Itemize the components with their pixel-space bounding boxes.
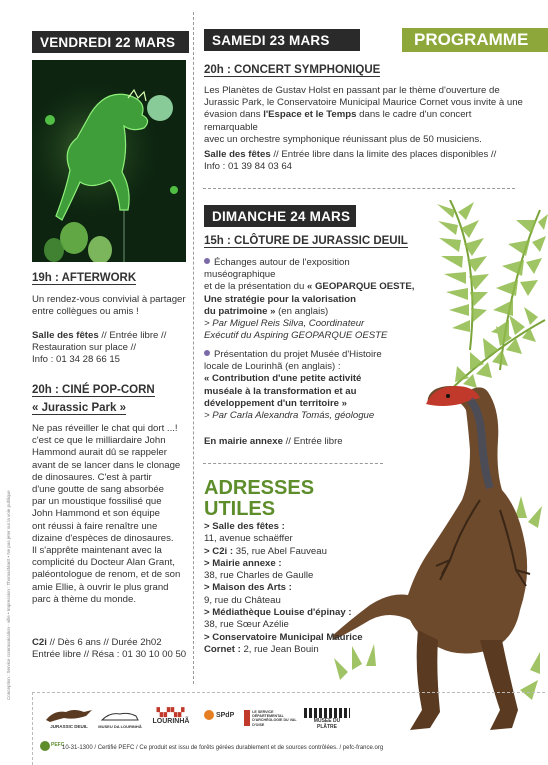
bullet-icon [204, 350, 210, 356]
pefc-icon [40, 741, 50, 751]
sunday-day-header: DIMANCHE 24 MARS [204, 205, 356, 227]
addresses-list [204, 521, 379, 656]
concert-info: Salle des fêtes // Entrée libre dans la limite des places disponibles // Info : 01 39 84 03 64 [204, 149, 497, 173]
geoparque-talk: Échanges autour de l'exposition muséographique et de la présentation du « GEOPARQUE OESTE, Une stratégie pour la valorisation du patrimoine » (en anglais) > Par Miguel Reis Silva, Coordinateur Exécutif du Aspiring GEOPARQUE OESTE [204, 257, 415, 342]
address-item: > Mairie annexe : [204, 557, 282, 569]
cloture-title: 15h : CLÔTURE DE JURASSIC DEUIL [204, 235, 408, 247]
address-item: > Médiathèque Louise d'épinay : [204, 607, 352, 619]
address-item: > Conservatoire Municipal Maurice [204, 631, 363, 643]
address-item: > C2i : 35, rue Abel Fauveau [204, 545, 327, 557]
jurassic-deuil-logo: JURASSIC DEUIL [44, 706, 94, 729]
address-item: > Salle des fêtes : [204, 521, 285, 532]
pefc-label: PEFC [51, 742, 65, 748]
programme-banner: PROGRAMME [402, 28, 548, 52]
lourinha-logo: ▚▞▚▞ LOURINHÃ [152, 708, 190, 725]
concert-title: 20h : CONCERT SYMPHONIQUE [204, 64, 381, 76]
afterwork-title: 19h : AFTERWORK [32, 272, 137, 284]
cine-title: 20h : CINÉ POP-CORN [32, 384, 155, 396]
afterwork-description: Un rendez-vous convivial à partager entre collègues ou amis ! [32, 294, 186, 318]
cine-film-title: « Jurassic Park » [32, 402, 126, 414]
friday-day-header: VENDREDI 22 MARS [32, 31, 189, 53]
archeologie-val-doise-logo: LE SERVICE DÉPARTEMENTAL D'ARCHÉOLOGIE DU VAL D'OISE [244, 710, 300, 727]
afterwork-info: Salle des fêtes // Entrée libre // Restauration sur place // Info : 01 34 28 66 15 [32, 330, 167, 366]
address-line: 38, rue Sœur Azélie [204, 619, 289, 631]
saturday-divider [203, 188, 515, 189]
address-line: 9, rue du Château [204, 594, 281, 606]
address-line: 11, avenue schaëffer [204, 533, 293, 545]
sunday-venue: En mairie annexe // Entrée libre [204, 436, 343, 447]
dinosaur-illustration [330, 200, 548, 760]
concert-description: Les Planètes de Gustav Holst en passant par le thème d'ouverture de Jurassic Park, le Conservatoire Municipal Maurice Cornet vous invite à une évasion dans l'Espace et le Temps dans le cadre d'un concert remarquable avec un orchestre symphonique réunissant plus de 50 musiciens. [204, 85, 523, 145]
museu-lourinha-logo: MUSEU DA LOURINHÃ [98, 708, 142, 729]
bullet-icon [204, 258, 210, 264]
balloon-dinosaur-photo [32, 60, 186, 262]
address-item: > Maison des Arts : [204, 582, 292, 594]
cine-info: C2i // Dès 6 ans // Durée 2h02 Entrée libre // Résa : 01 30 10 00 50 [32, 637, 187, 661]
musee-du-platre-logo: MUSÉE DU PLÂTRE [304, 708, 350, 730]
saturday-day-header: SAMEDI 23 MARS [204, 29, 360, 51]
address-line: 38, rue Charles de Gaulle [204, 570, 314, 582]
column-divider [193, 12, 194, 684]
cine-description: Ne pas réveiller le chat qui dort ...! c'est ce que le milliardaire John Hammond aurait dû se rappeler avant de se lancer dans le clonage de dinosaures. C'est à partir d'une goutte de sang absorbée par un moustique fossilisé que John Hammond et son équipe ont réussi à faire renaître une dizaine d'espèces de dinosaures. Il s'apprête maintenant avec la complicité du Docteur Alan Grant, paléontologue de renom, et de son amie Ellie, à ouvrir le plus grand parc à thème du monde. [32, 423, 181, 605]
print-credits: Conception : Service communication - ville • Impression : ThomasMarrt • Ne pas jeter sur la voie publique [6, 490, 11, 700]
address-item: Cornet : 2, rue Jean Bouin [204, 643, 319, 655]
spdp-logo: SPdP [202, 710, 236, 720]
addresses-title: ADRESSES UTILES [204, 477, 315, 520]
pefc-certification: 10-31-1300 / Certifié PEFC / Ce produit est issu de forêts gérées durablement et de sources contrôlées. / pefc-france.org [62, 745, 384, 751]
museum-talk: Présentation du projet Musée d'Histoire locale de Lourinhã (en anglais) : « Contribution d'une petite activité muséale à la transformation et au développement d'un territoire » > Par Carla Alexandra Tomás, géologue [204, 349, 382, 422]
